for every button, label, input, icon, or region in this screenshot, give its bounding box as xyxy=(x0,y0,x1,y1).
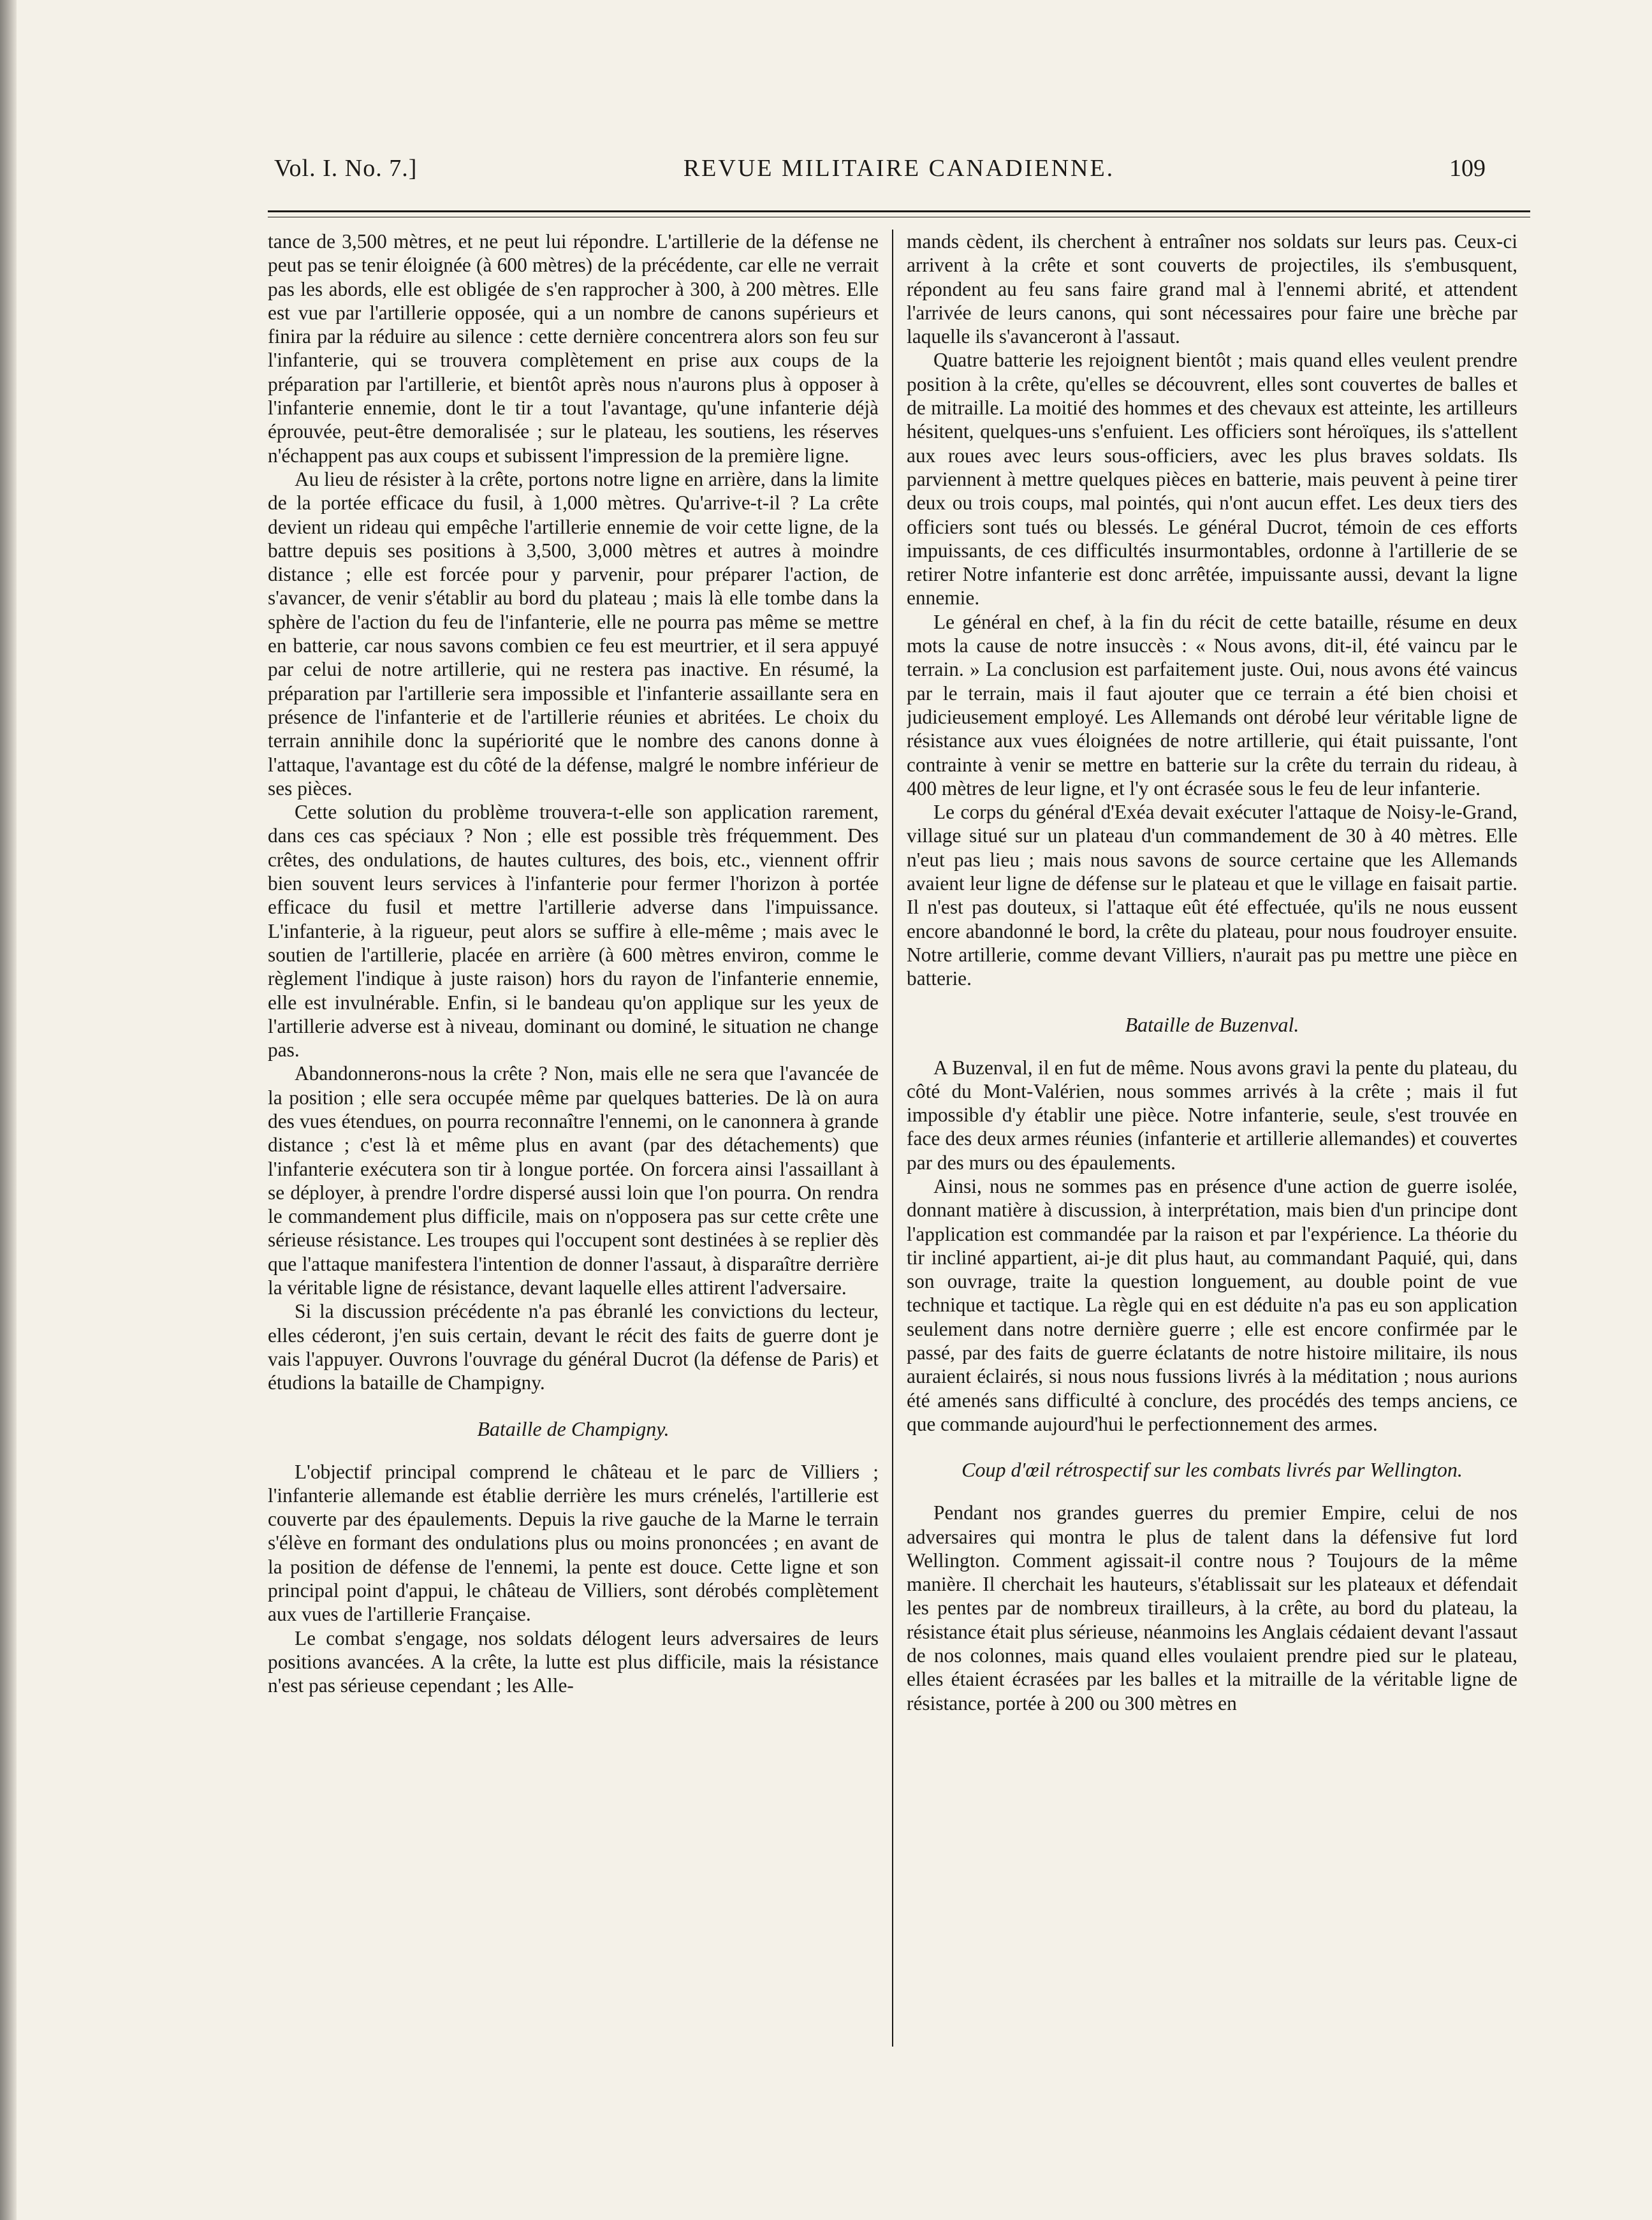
paragraph: tance de 3,500 mètres, et ne peut lui répondre. L'artillerie de la défense ne peut pas se tenir éloignée (à 600 mètres) de la précédente, car elle ne verrait pas les abords, elle est obligée de s'en rapprocher à 300, à 200 mètres. Elle est vue par l'artillerie opposée, qui a un nombre de canons supérieurs et finira par la réduire au silence : cette dernière concentrera alors son feu sur l'infanterie, qui se trouvera complètement en prise aux coups de la préparation par l'artillerie, et bientôt après nous n'aurons plus à opposer à l'infanterie ennemie, dont le tir a tout l'avantage, qu'une infanterie déjà éprouvée, peut-être demoralisée ; sur le plateau, les soutiens, les réserves n'échappent pas aux coups et subissent l'impression de la première ligne. xyxy=(268,230,879,467)
journal-title: REVUE MILITAIRE CANADIENNE. xyxy=(683,155,1115,182)
page-header xyxy=(268,148,1530,193)
right-column xyxy=(907,230,1517,2193)
paragraph: Au lieu de résister à la crête, portons notre ligne en arrière, dans la limite de la portée efficace du fusil, à 1,000 mètres. Qu'arrive-t-il ? La crête devient un rideau qui empêche l'artillerie ennemie de voir cette ligne, de la battre depuis ses positions à 3,500, 3,000 mètres et autres à moindre distance ; elle est forcée pour y parvenir, pour préparer l'action, de s'avancer, de venir s'établir au bord du plateau ; mais là elle tombe dans la sphère de l'action du feu de l'infanterie, elle ne pourra pas même se mettre en batterie, car nous savons combien ce feu est meurtrier, et il sera appuyé par celui de notre artillerie, qui ne restera pas inactive. En résumé, la préparation par l'artillerie sera impossible et l'infanterie assaillante sera en présence de l'infanterie et de l'artillerie réunies et abritées. Le choix du terrain annihile donc la supériorité que le nombre des canons donne à l'attaque, l'avantage est du côté de la défense, malgré le nombre inférieur de ses pièces. xyxy=(268,467,879,800)
column-divider xyxy=(892,230,893,2047)
binding-edge xyxy=(0,0,17,2220)
volume-label: Vol. I. No. 7.] xyxy=(274,155,418,182)
paragraph: Le général en chef, à la fin du récit de cette bataille, résume en deux mots la cause de notre insuccès : « Nous avons, dit-il, été vaincu par le terrain. » La conclusion est parfaitement juste. Oui, nous avons été vaincus par le terrain, mais il faut ajouter que ce terrain a été bien choisi et judicieusement employé. Les Allemands ont dérobé leur véritable ligne de résistance aux vues éloignées de notre artillerie, qui était puissante, l'ont contrainte à venir se mettre en batterie sur la crête du terrain du rideau, à 400 mètres de leur ligne, et l'y ont écrasée sous le feu de leur infanterie. xyxy=(907,610,1517,800)
paragraph: Abandonnerons-nous la crête ? Non, mais elle ne sera que l'avancée de la position ; elle sera occupée même par quelques batteries. De là on aura des vues étendues, on pourra reconnaître l'ennemi, on le canonnera à grande distance ; c'est là et même plus en avant (par des détachements) que l'infanterie exécutera son tir à longue portée. On forcera ainsi l'assaillant à se déployer, à prendre l'ordre dispersé aussi loin que l'on pourra. On rendra le commandement plus difficile, mais on n'opposera pas sur cette crête une sérieuse résistance. Les troupes qui l'occupent sont destinées à se replier dès que l'attaque manifestera l'intention de donner l'assaut, à disparaître derrière la véritable ligne de résistance, devant laquelle elles attirent l'adversaire. xyxy=(268,1062,879,1299)
section-heading-buzenval: Bataille de Buzenval. xyxy=(1125,1012,1299,1036)
paragraph: Le corps du général d'Exéa devait exécuter l'attaque de Noisy-le-Grand, village situé sur un plateau d'un commandement de 30 à 40 mètres. Elle n'eut pas lieu ; mais nous savons de source certaine que les Allemands avaient leur ligne de défense sur le plateau et que le village en faisait partie. Il n'est pas douteux, si l'attaque eût été effectuée, qu'ils ne nous eussent encore abandonné le bord, la crête du plateau, pour nous foudroyer ensuite. Notre artillerie, comme devant Villiers, n'aurait pas pu mettre une pièce en batterie. xyxy=(907,801,1517,990)
paragraph: Le combat s'engage, nos soldats délogent leurs adversaires de leurs positions avancées. A la crête, la lutte est plus difficile, mais la résistance n'est pas sérieuse cependant ; les Alle- xyxy=(268,1626,879,1697)
section-heading-champigny: Bataille de Champigny. xyxy=(477,1417,669,1440)
section-heading-wellington: Coup d'œil rétrospectif sur les combats livrés par Wellington. xyxy=(961,1458,1463,1482)
paragraph: Ainsi, nous ne sommes pas en présence d'une action de guerre isolée, donnant matière à discussion, à interprétation, mais bien d'un principe dont l'application est commandée par la raison et par l'expérience. La théorie du tir incliné appartient, ai-je dit plus haut, au commandant Paquié, qui, dans son ouvrage, traite la question longuement, au double point de vue technique et tactique. La règle qui en est déduite n'a pas eu son application seulement dans notre dernière guerre ; elle est encore confirmée par le passé, par des faits de guerre éclatants de notre histoire militaire, ils nous auraient éclairés, si nous nous fussions livrés à la méditation ; nous aurions été amenés sans difficulté à conclure, des procédés des temps anciens, ce que commande aujourd'hui le perfectionnement des armes. xyxy=(907,1174,1517,1435)
page-number: 109 xyxy=(1449,155,1486,182)
paragraph: Cette solution du problème trouvera-t-elle son application rarement, dans ces cas spéciaux ? Non ; elle est possible très fréquemment. Des crêtes, des ondulations, de hautes cultures, des bois, etc., viennent offrir bien souvent leurs services à l'infanterie pour fermer l'horizon à portée efficace du fusil et mettre l'artillerie adverse dans l'impuissance. L'infanterie, à la rigueur, peut alors se suffire à elle-même ; mais avec le soutien de l'artillerie, placée en arrière (à 600 mètres environ, comme le règlement l'indique à juste raison) hors du rayon de l'infanterie ennemie, elle est invulnérable. Enfin, si le bandeau qu'on applique sur les yeux de l'artillerie adverse est à niveau, dominant ou dominé, le situation ne change pas. xyxy=(268,801,879,1062)
paragraph: Pendant nos grandes guerres du premier Empire, celui de nos adversaires qui montra le plus de talent dans la défensive fut lord Wellington. Comment agissait-il contre nous ? Toujours de la même manière. Il cherchait les hauteurs, s'établissait sur les plateaux et défendait les pentes par de nombreux tirailleurs, à la crête, au bord du plateau, la résistance était plus sérieuse, néanmoins les Anglais cédaient devant l'assaut de nos colonnes, mais quand elles voulaient prendre pied sur le plateau, elles étaient écrasées par les balles et la mitraille de la véritable ligne de résistance, portée à 200 ou 300 mètres en xyxy=(907,1501,1517,1714)
paragraph: L'objectif principal comprend le château et le parc de Villiers ; l'infanterie allemande est établie derrière les murs crénelés, l'artillerie est couverte par des épaulements. Depuis la rive gauche de la Marne le terrain s'élève en formant des ondulations plus ou moins prononcées ; en avant de la position de défense de l'ennemi, la pente est douce. Cette ligne et son principal point d'appui, le château de Villiers, sont dérobés complètement aux vues de l'artillerie Française. xyxy=(268,1460,879,1626)
paragraph: Quatre batterie les rejoignent bientôt ; mais quand elles veulent prendre position à la crête, qu'elles se découvrent, elles sont couvertes de balles et de mitraille. La moitié des hommes et des chevaux est atteinte, les artilleurs hésitent, quelques-uns s'enfuient. Les officiers sont héroïques, ils s'attellent aux roues avec leurs sous-officiers, avec les plus braves soldats. Ils parviennent à mettre quelques pièces en batterie, mais peuvent à peine tirer deux ou trois coups, mal pointés, qui n'ont aucun effet. Les deux tiers des officiers sont tués ou blessés. Le général Ducrot, témoin de ces efforts impuissants, de ces difficultés insurmontables, ordonne à l'artillerie de se retirer Notre infanterie est donc arrêtée, impuissante aussi, devant la ligne ennemie. xyxy=(907,349,1517,610)
paragraph: A Buzenval, il en fut de même. Nous avons gravi la pente du plateau, du côté du Mont-Valérien, nous sommes arrivés à la crête ; mais il fut impossible d'y établir une pièce. Notre infanterie, seule, s'est trouvée en face des deux armes réunies (infanterie et artillerie allemandes) et couvertes par des murs ou des épaulements. xyxy=(907,1056,1517,1174)
left-column xyxy=(268,230,879,2193)
header-rule xyxy=(268,210,1530,212)
paragraph: mands cèdent, ils cherchent à entraîner nos soldats sur leurs pas. Ceux-ci arrivent à la crête et sont couverts de projectiles, ils s'embusquent, répondent au feu sans faire grand mal à l'ennemi abrité, et attendent l'arrivée de leurs canons, qui sont nécessaires pour faire une brèche par laquelle ils s'avanceront à l'assaut. xyxy=(907,230,1517,348)
paragraph: Si la discussion précédente n'a pas ébranlé les convictions du lecteur, elles céderont, j'en suis certain, devant le récit des faits de guerre dont je vais l'appuyer. Ouvrons l'ouvrage du général Ducrot (la défense de Paris) et étudions la bataille de Champigny. xyxy=(268,1300,879,1394)
